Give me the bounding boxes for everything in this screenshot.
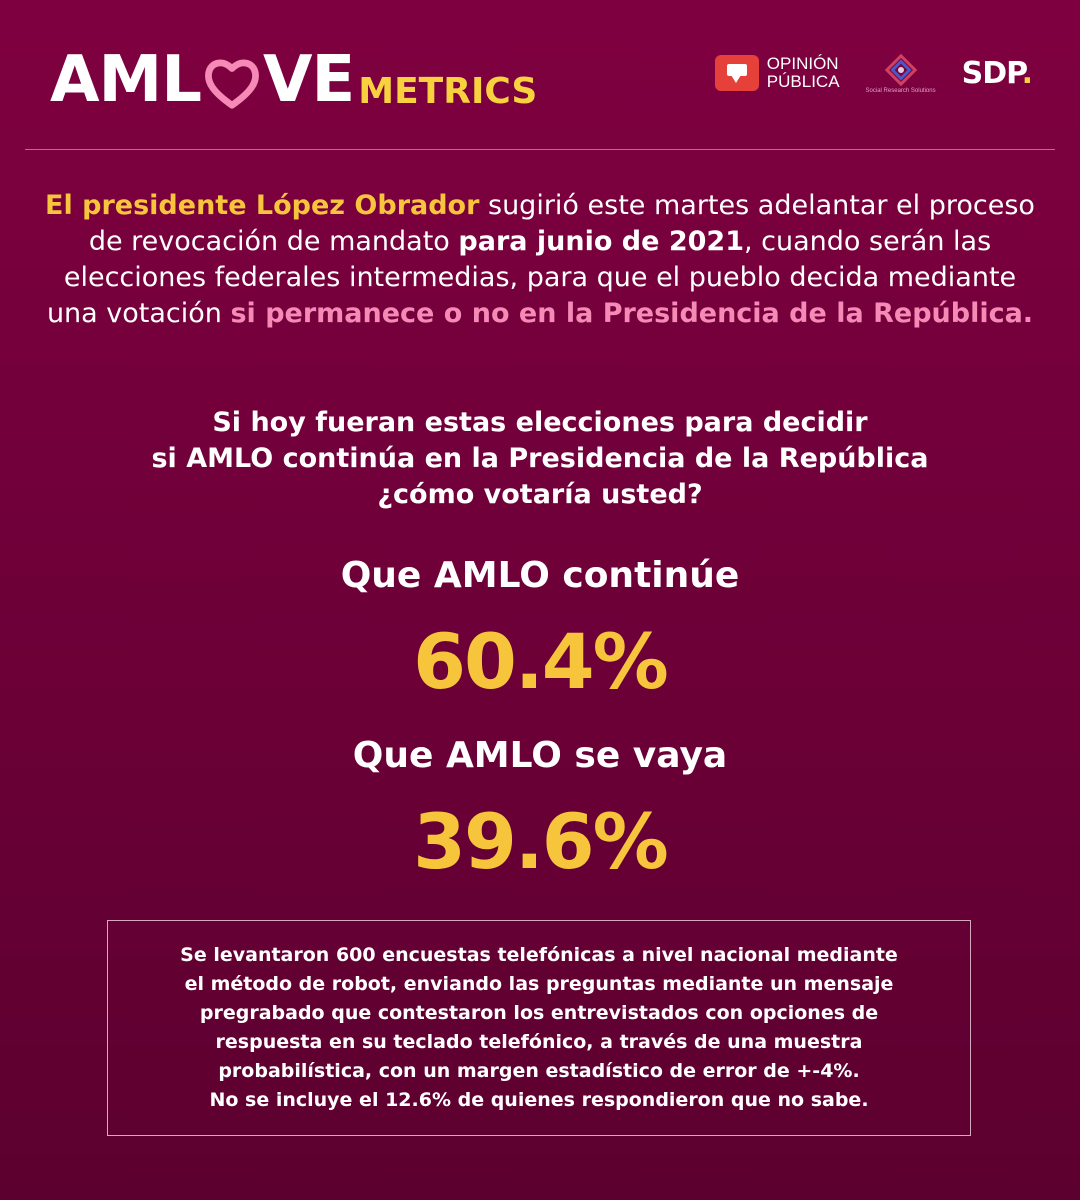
brand-wordmark	[50, 43, 355, 117]
methodology-line: respuesta en su teclado telefónico, a través de una muestra	[215, 1031, 863, 1053]
methodology-line: el método de robot, enviando las preguntas mediante un mensaje	[184, 973, 894, 995]
sdp-logo	[962, 56, 1032, 91]
methodology-line: No se incluye el 12.6% de quienes respondieron que no sabe.	[209, 1089, 869, 1111]
brand-sub: METRICS	[358, 71, 538, 112]
methodology-box	[107, 920, 971, 1136]
result-continue-value: 60.4%	[413, 617, 667, 706]
methodology-line: probabilística, con un margen estadístico de error de +-4%.	[218, 1060, 860, 1082]
social-research-solutions-logo	[866, 52, 936, 94]
survey-question	[40, 405, 1040, 513]
intro-text-1: sugirió este martes adelantar el proceso de revocación de mandato	[88, 190, 1035, 257]
opinion-publica-text	[767, 55, 840, 91]
srs-text: Social Research Solutions	[865, 88, 936, 94]
partner-logos	[715, 50, 1032, 96]
result-leave-value: 39.6%	[413, 797, 667, 886]
opinion-publica-logo	[715, 55, 840, 91]
intro-highlight-presidency: si permanece o no en la Presidencia de la República.	[230, 298, 1034, 329]
methodology-text	[124, 941, 954, 1115]
result-continue-label: Que AMLO continúe	[340, 555, 740, 596]
opinion-line2: PÚBLICA	[766, 72, 840, 91]
speech-bubble-icon	[715, 55, 759, 91]
intro-bold-date: para junio de 2021	[458, 226, 744, 257]
question-line2: si AMLO continúa en la Presidencia de la República	[151, 443, 929, 474]
question-line1: Si hoy fueran estas elecciones para decidir	[212, 407, 868, 438]
sdp-dot: .	[1021, 55, 1032, 91]
intro-highlight-president: El presidente López Obrador	[45, 190, 480, 221]
result-leave-label: Que AMLO se vaya	[352, 735, 728, 776]
methodology-line: pregrabado que contestaron los entrevistados con opciones de	[199, 1002, 879, 1024]
header	[0, 0, 1080, 150]
diamond-knot-icon	[883, 52, 919, 88]
methodology-line: Se levantaron 600 encuestas telefónicas a nivel nacional mediante	[180, 944, 898, 966]
question-line3: ¿cómo votaría usted?	[377, 479, 703, 510]
amlove-metrics-logo	[50, 42, 538, 117]
heart-icon	[203, 54, 261, 114]
sdp-text: SDP	[961, 55, 1022, 91]
brand-prefix: AML	[50, 43, 201, 117]
intro-paragraph	[40, 188, 1040, 332]
header-divider	[25, 149, 1055, 150]
brand-suffix: VE	[263, 43, 355, 117]
opinion-line1: OPINIÓN	[766, 54, 839, 73]
intro-text-2: , cuando serán las elecciones federales intermedias, para que el pueblo decida mediante una votación	[46, 226, 1017, 329]
